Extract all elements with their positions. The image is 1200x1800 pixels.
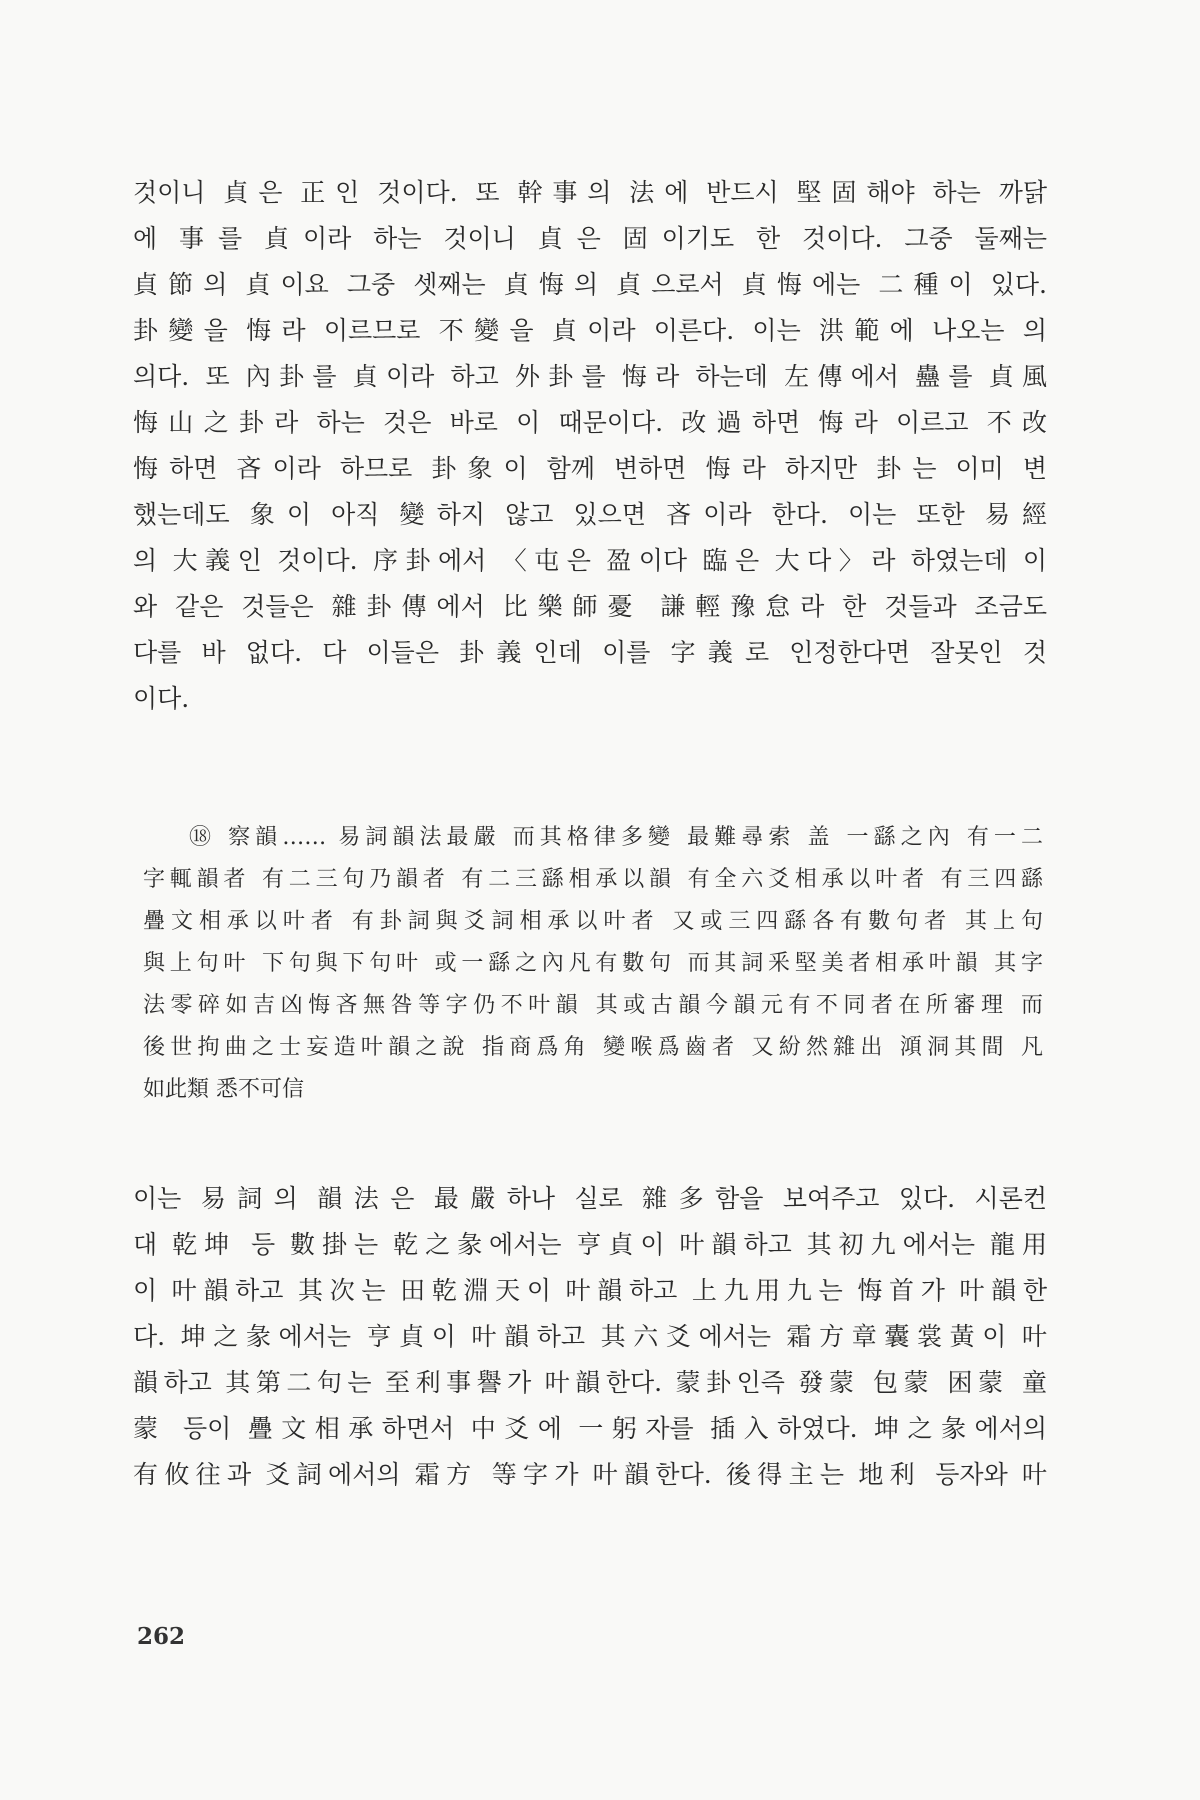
text-line: 이다. [133, 684, 190, 713]
text-line: 했는데도 象이 아직 變하지 않고 있으면 吝이라 한다. 이는 또한 易經 [133, 500, 1047, 529]
text-line: 것이니 貞은 正인 것이다. 또 幹事의 法에 반드시 堅固해야 하는 까닭 [133, 178, 1047, 207]
text-line: 蒙 등이 疊文相承하면서 中爻에 一躬자를 插入하였다. 坤之彖에서의 [133, 1414, 1047, 1443]
note-line: ⑱ 察韻…… 易詞韻法最嚴 而其格律多變 最難尋索 盖 一繇之內 有一二 [189, 825, 1043, 850]
text-line: 이 叶韻하고 其次는 田乾淵天이 叶韻하고 上九用九는 悔首가 叶韻한 [133, 1276, 1047, 1305]
text-line: 貞節의 貞이요 그중 셋째는 貞悔의 貞으로서 貞悔에는 二種이 있다. [133, 270, 1047, 299]
text-line: 悔하면 吝이라 하므로 卦象이 함께 변하면 悔라 하지만 卦는 이미 변 [133, 454, 1047, 483]
note-line: 與上句叶 下句與下句叶 或一繇之內凡有數句 而其詞釆堅美者相承叶韻 其字 [143, 951, 1043, 976]
text-line: 다. 坤之彖에서는 亨貞이 叶韻하고 其六爻에서는 霜方章囊裳黃이 叶 [133, 1322, 1047, 1351]
text-line: 의 大義인 것이다. 序卦에서 〈屯은 盈이다 臨은 大다〉라 하였는데 이 [133, 546, 1047, 575]
text-line: 有攸往과 爻詞에서의 霜方 等字가 叶韻한다. 後得主는 地利 등자와 叶 [133, 1460, 1047, 1489]
text-line: 悔山之卦라 하는 것은 바로 이 때문이다. 改過하면 悔라 이르고 不改 [133, 408, 1047, 437]
text-line: 대 乾坤 등 數掛는 乾之彖에서는 亨貞이 叶韻하고 其初九에서는 龍用 [133, 1230, 1047, 1259]
text-line: 卦變을 悔라 이르므로 不變을 貞이라 이른다. 이는 洪範에 나오는 의 [133, 316, 1047, 345]
body-paragraph-2 [133, 1176, 1047, 1498]
text-line: 다를 바 없다. 다 이들은 卦義인데 이를 字義로 인정한다면 잘못인 것 [133, 638, 1047, 667]
text-line: 이는 易詞의 韻法은 最嚴하나 실로 雜多함을 보여주고 있다. 시론컨 [133, 1184, 1047, 1213]
page-number: 262 [137, 1623, 186, 1650]
text-line: 에 事를 貞이라 하는 것이니 貞은 固이기도 한 것이다. 그중 둘째는 [133, 224, 1047, 253]
note-line: 法零碎如吉凶悔吝無咎等字仍不叶韻 其或古韻今韻元有不同者在所審理 而 [143, 993, 1043, 1018]
note-line: 後世拘曲之士妄造叶韻之說 指商爲角 變喉爲齒者 又紛然雜出 澒洞其間 凡 [143, 1035, 1043, 1060]
text-line: 韻하고 其第二句는 至利事譽가 叶韻한다. 蒙卦인즉 發蒙 包蒙 困蒙 童 [133, 1368, 1047, 1397]
note-line: 如此類 悉不可信 [143, 1077, 304, 1102]
body-paragraph-1 [133, 170, 1047, 722]
note-line: 疊文相承以叶者 有卦詞與爻詞相承以叶者 又或三四繇各有數句者 其上句 [143, 909, 1043, 934]
text-line: 의다. 또 內卦를 貞이라 하고 外卦를 悔라 하는데 左傳에서 蠱를 貞風 [133, 362, 1047, 391]
annotation-note-18 [143, 817, 1043, 1111]
note-line: 字輒韻者 有二三句乃韻者 有二三繇相承以韻 有全六爻相承以叶者 有三四繇 [143, 867, 1043, 892]
text-line: 와 같은 것들은 雜卦傳에서 比樂師憂 謙輕豫怠라 한 것들과 조금도 [133, 592, 1047, 621]
